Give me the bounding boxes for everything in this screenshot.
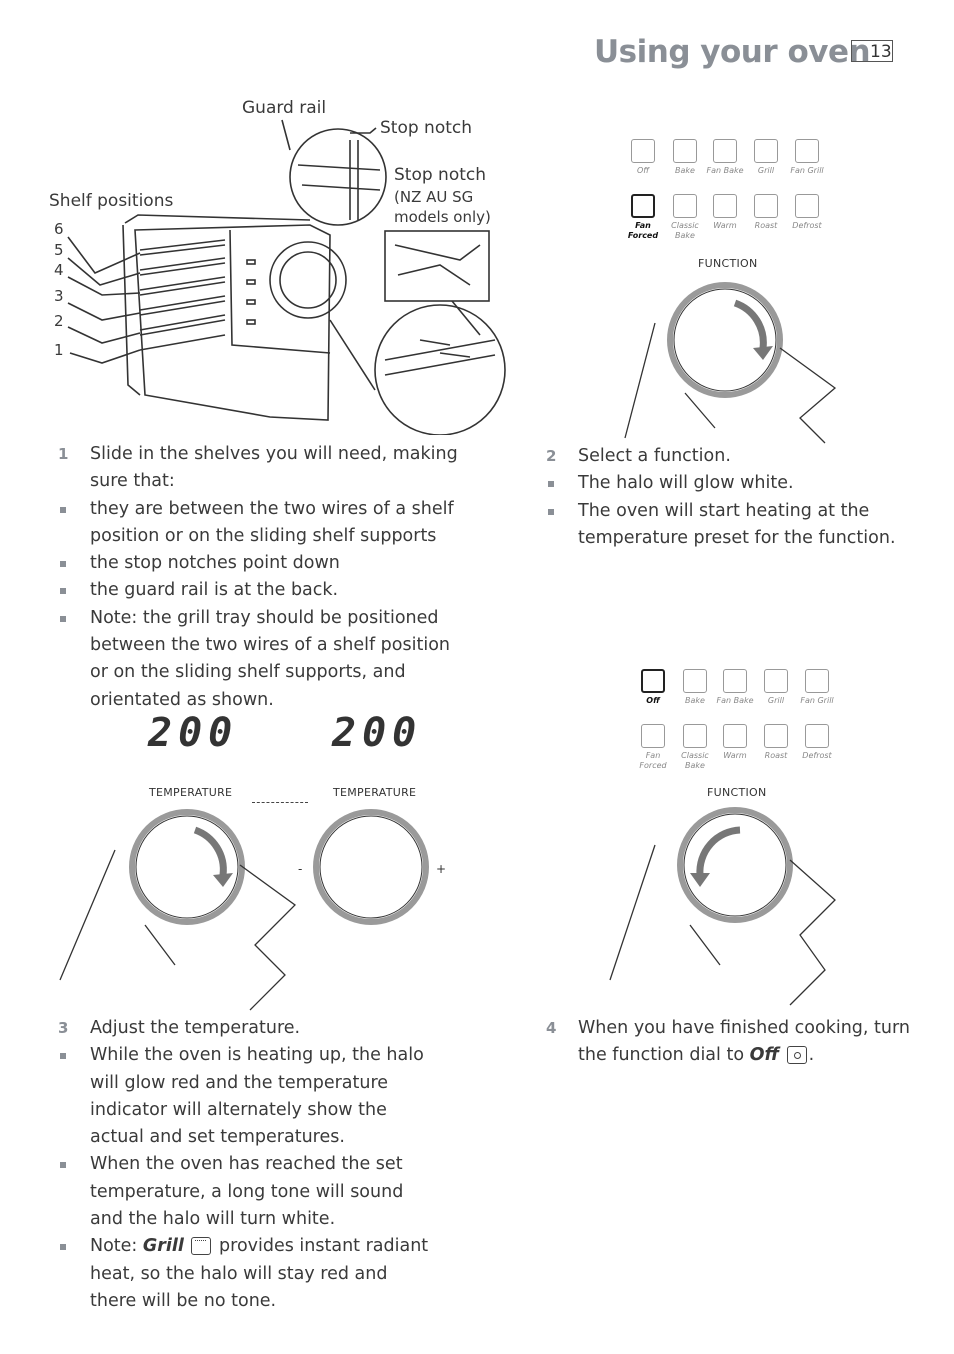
minus-label: - (298, 862, 303, 876)
function-label: Warm (723, 751, 747, 760)
off-icon (641, 669, 665, 693)
step-bullet: When the oven has reached the set temperature, a long tone will sound and the halo will turn white. (90, 1154, 404, 1230)
function-label: Off (636, 166, 650, 175)
off-icon (631, 139, 655, 163)
step-number: 2 (546, 447, 557, 465)
stop-notch-note-line1: (NZ AU SG (394, 188, 474, 206)
function-dial-top (595, 278, 855, 448)
grill-icon (754, 139, 778, 163)
roast-icon (754, 194, 778, 218)
function-label: Fan Grill (790, 166, 824, 175)
page-title: Using your oven (594, 34, 871, 70)
function-label: Roast (754, 221, 778, 230)
stop-notch-label-2: Stop notch (394, 165, 487, 185)
warm-icon (713, 194, 737, 218)
step-bullet: they are between the two wires of a shelf position or on the sliding shelf supports (90, 498, 454, 546)
function-label: Defrost (792, 221, 822, 230)
shelf-number: 1 (54, 341, 64, 359)
step-number: 1 (58, 445, 69, 463)
step-text-end: . (808, 1045, 815, 1066)
function-label: Grill (757, 166, 775, 175)
step-intro: Slide in the shelves you will need, making sure that: (90, 444, 458, 492)
step-text: When you have finished cooking, turn the function dial to (578, 1018, 910, 1066)
grill-icon (764, 669, 788, 693)
function-label: Fan Grill (800, 696, 834, 705)
function-label: Fan Bake (706, 166, 744, 175)
shelf-number: 2 (54, 312, 64, 330)
off-text: Off (749, 1045, 780, 1066)
step-number: 3 (58, 1019, 69, 1037)
shelf-number: 6 (54, 220, 64, 238)
step-bullet: The halo will glow white. (578, 473, 794, 494)
fan-grill-icon (805, 669, 829, 693)
fan-bake-icon (713, 139, 737, 163)
defrost-icon (805, 724, 829, 748)
temperature-display-right: 200 (332, 710, 423, 756)
fan-grill-icon (795, 139, 819, 163)
function-dial-caption-top: FUNCTION (698, 257, 758, 270)
function-panel-top (620, 135, 840, 245)
fan-forced-icon (641, 724, 665, 748)
step-1 (58, 441, 458, 714)
function-label: Bake (675, 166, 695, 175)
off-icon (787, 1046, 807, 1064)
function-label-selected: Off (646, 696, 660, 705)
grill-text: Grill (142, 1236, 184, 1257)
defrost-icon (795, 194, 819, 218)
shelf-number: 5 (54, 241, 64, 259)
step-bullet: Note: the grill tray should be positioned between the two wires of a shelf position or on the sliding shelf supports, and orientated as shown. (90, 607, 450, 710)
shelf-number: 4 (54, 261, 64, 279)
stop-notch-label: Stop notch (380, 118, 473, 138)
function-label: Fan Bake (716, 696, 754, 705)
step-bullet: the guard rail is at the back. (90, 580, 339, 601)
temperature-dials (55, 805, 475, 1015)
function-label: Roast (764, 751, 788, 760)
shelf-positions-label: Shelf positions (49, 191, 174, 211)
step-note-prefix: Note: (90, 1236, 143, 1257)
warm-icon (723, 724, 747, 748)
function-dial-caption-bottom: FUNCTION (707, 786, 767, 799)
dashed-divider (252, 802, 308, 803)
step-intro: Select a function. (578, 446, 731, 466)
step-3 (58, 1015, 438, 1315)
temperature-caption-left: TEMPERATURE (149, 786, 233, 799)
bake-icon (683, 669, 707, 693)
classic-bake-icon (683, 724, 707, 748)
function-label: Defrost (802, 751, 832, 760)
stop-notch-note-line2: models only) (394, 208, 491, 226)
bake-icon (673, 139, 697, 163)
plus-label: + (436, 862, 447, 876)
function-label: Classic Bake (681, 751, 709, 770)
step-note-rest: provides instant radiant heat, so the halo will stay red and there will be no tone. (90, 1236, 429, 1311)
oven-shelf-diagram (40, 95, 520, 435)
temperature-display-left: 200 (148, 710, 239, 756)
temperature-caption-right: TEMPERATURE (333, 786, 417, 799)
step-bullet: the stop notches point down (90, 553, 340, 574)
roast-icon (764, 724, 788, 748)
step-2 (546, 443, 906, 552)
step-4 (546, 1015, 916, 1070)
step-intro: Adjust the temperature. (90, 1018, 301, 1038)
step-bullet: The oven will start heating at the temperature preset for the function. (578, 500, 896, 548)
guard-rail-label: Guard rail (242, 98, 327, 118)
fan-forced-icon (631, 194, 655, 218)
function-label: Warm (713, 221, 737, 230)
page-number: 13 (870, 42, 892, 62)
step-number: 4 (546, 1019, 557, 1037)
function-panel-bottom (630, 665, 850, 775)
grill-icon (191, 1237, 211, 1255)
function-dial-bottom (600, 805, 860, 1010)
function-label: Fan Forced (639, 751, 667, 770)
function-label: Classic Bake (671, 221, 699, 240)
function-label: Grill (767, 696, 785, 705)
function-label-selected: Fan Forced (627, 221, 659, 240)
fan-bake-icon (723, 669, 747, 693)
shelf-number: 3 (54, 287, 64, 305)
classic-bake-icon (673, 194, 697, 218)
function-label: Bake (685, 696, 705, 705)
step-bullet: While the oven is heating up, the halo will glow red and the temperature indicator will alternately show the actual and set temperatures. (90, 1045, 424, 1148)
